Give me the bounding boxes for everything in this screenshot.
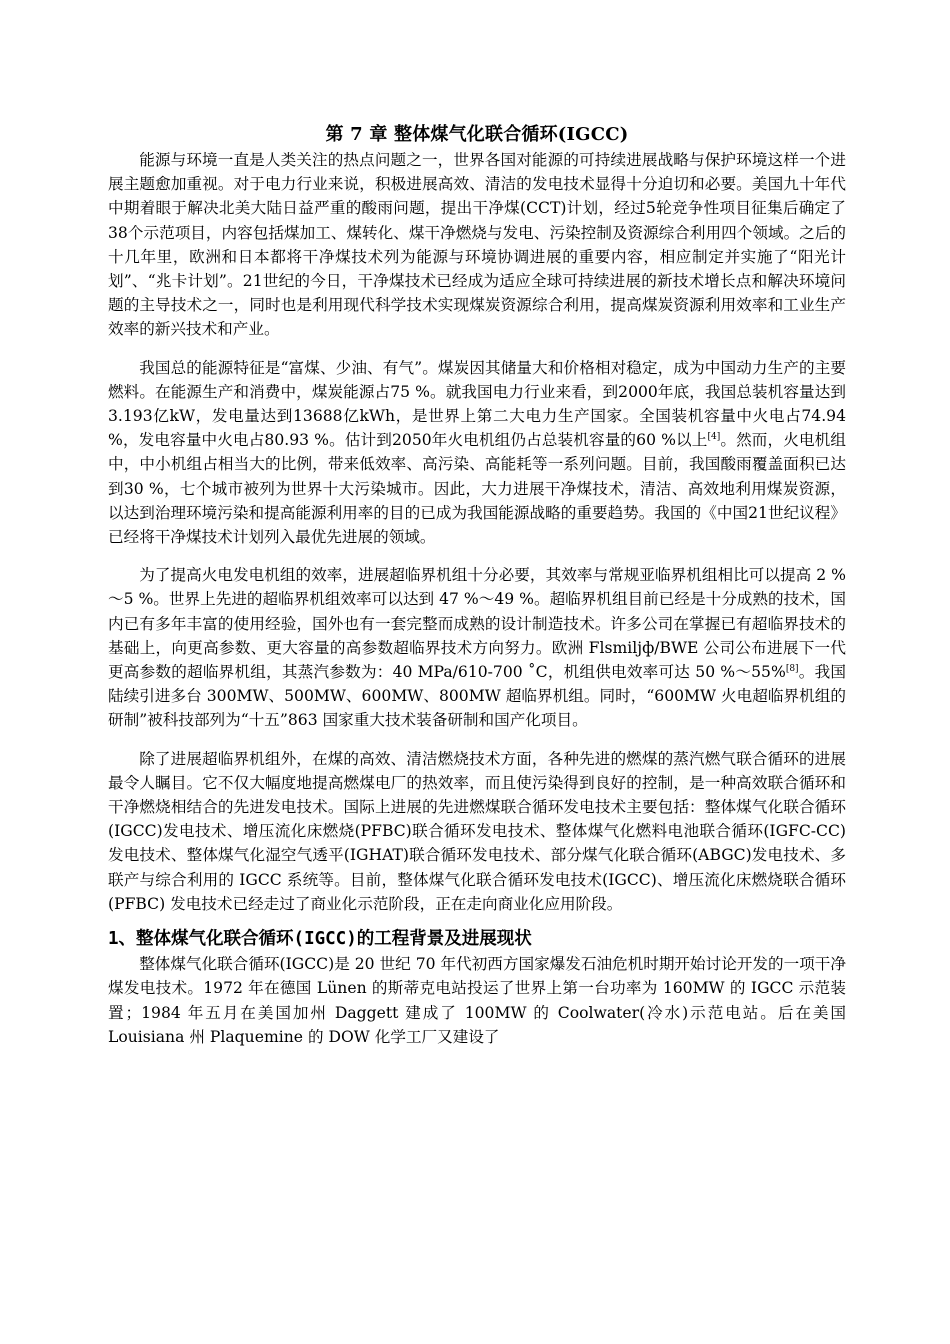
paragraph-3-text-b: 。我国陆续引进多台 300MW、500MW、600MW、800MW 超临界机组。同时，“600MW 火电超临界机组的研制”被科技部列为“十五”863 国家重大技术装备研制和国产化项目。 xyxy=(108,663,846,730)
section-heading: 1、整体煤气化联合循环(IGCC)的工程背景及进展现状 xyxy=(108,929,532,950)
citation-4: [4] xyxy=(707,432,721,443)
paragraph-3 xyxy=(108,563,846,732)
chapter-title: 第 7 章 整体煤气化联合循环(IGCC) xyxy=(325,124,629,145)
paragraph-2-text-b: 。然而，火电机组中，中小机组占相当大的比例，带来低效率、高污染、高能耗等一系列问题。目前，我国酸雨覆盖面积已达到30 %，七个城市被列为世界十大污染城市。因此，大力进展干净煤技术，清洁、高效地利用煤炭资源，以达到治理环境污染和提高能源利用率的目的已成为我国能源战略的重要趋势。我国的《中国21世纪议程》已经将干净煤技术计划列入最优先进展的领域。 xyxy=(108,431,846,547)
citation-8: [8] xyxy=(785,664,799,675)
paragraph-2 xyxy=(108,356,846,550)
paragraph-1: 能源与环境一直是人类关注的热点问题之一，世界各国对能源的可持续进展战略与保护环境这样一个进展主题愈加重视。对于电力行业来说，积极进展高效、清洁的发电技术显得十分迫切和必要。美国九十年代中期着眼于解决北美大陆日益严重的酸雨问题，提出干净煤(CCT)计划，经过5轮竞争性项目征集后确定了38个示范项目，内容包括煤加工、煤转化、煤干净燃烧与发电、污染控制及资源综合利用四个领域。之后的十几年里，欧洲和日本都将干净煤技术列为能源与环境协调进展的重要内容，相应制定并实施了“阳光计划”、“兆卡计划”。21世纪的今日，干净煤技术已经成为适应全球可持续进展的新技术增长点和解决环境问题的主导技术之一，同时也是利用现代科学技术实现煤炭资源综合利用，提高煤炭资源利用效率和工业生产效率的新兴技术和产业。 xyxy=(108,151,846,339)
paragraph-3-text-a: 为了提高火电发电机组的效率，进展超临界机组十分必要，其效率与常规亚临界机组相比可以提高 2 %～5 %。世界上先进的超临界机组效率可以达到 47 %～49 %。超临界机组目前已经是十分成熟的技术，国内已有多年丰富的使用经验，国外也有一套完整而成熟的设计制造技术。许多公司在掌握已有超临界技术的基础上，向更高参数、更大容量的高参数超临界技术方向努力。欧洲 Flsmiljф/BWE 公司公布进展下一代更高参数的超临界机组，其蒸汽参数为：40 MPa/610-700 ˚C，机组供电效率可达 50 %～55% xyxy=(108,566,846,682)
paragraph-5: 整体煤气化联合循环(IGCC)是 20 世纪 70 年代初西方国家爆发石油危机时期开始讨论开发的一项干净煤发电技术。1972 年在德国 Lünen 的斯蒂克电站投运了世界上第一台功率为 160MW 的 IGCC 示范装置；1984 年五月在美国加州 Daggett 建成了 100MW 的 Coolwater(冷水)示范电站。后在美国 Louisiana 州 Plaquemine 的 DOW 化学工厂又建设了 xyxy=(108,955,846,1046)
document-page xyxy=(108,122,846,1049)
paragraph-4: 除了进展超临界机组外，在煤的高效、清洁燃烧技术方面，各种先进的燃煤的蒸汽燃气联合循环的进展最令人瞩目。它不仅大幅度地提高燃煤电厂的热效率，而且使污染得到良好的控制，是一种高效联合循环和干净燃烧相结合的先进发电技术。国际上进展的先进燃煤联合循环发电技术主要包括：整体煤气化联合循环(IGCC)发电技术、增压流化床燃烧(PFBC)联合循环发电技术、整体煤气化燃料电池联合循环(IGFC-CC)发电技术、整体煤气化湿空气透平(IGHAT)联合循环发电技术、部分煤气化联合循环(ABGC)发电技术、多联产与综合利用的 IGCC 系统等。目前，整体煤气化联合循环发电技术(IGCC)、增压流化床燃烧联合循环(PFBC) 发电技术已经走过了商业化示范阶段，正在走向商业化应用阶段。 xyxy=(108,749,846,913)
paragraph-2-text-a: 我国总的能源特征是“富煤、少油、有气”。煤炭因其储量大和价格相对稳定，成为中国动力生产的主要燃料。在能源生产和消费中，煤炭能源占75 %。就我国电力行业来看，到2000年底，我国总装机容量达到3.193亿kW，发电量达到13688亿kWh，是世界上第二大电力生产国家。全国装机容量中火电占74.94 %，发电容量中火电占80.93 %。估计到2050年火电机组仍占总装机容量的60 %以上 xyxy=(108,358,846,450)
